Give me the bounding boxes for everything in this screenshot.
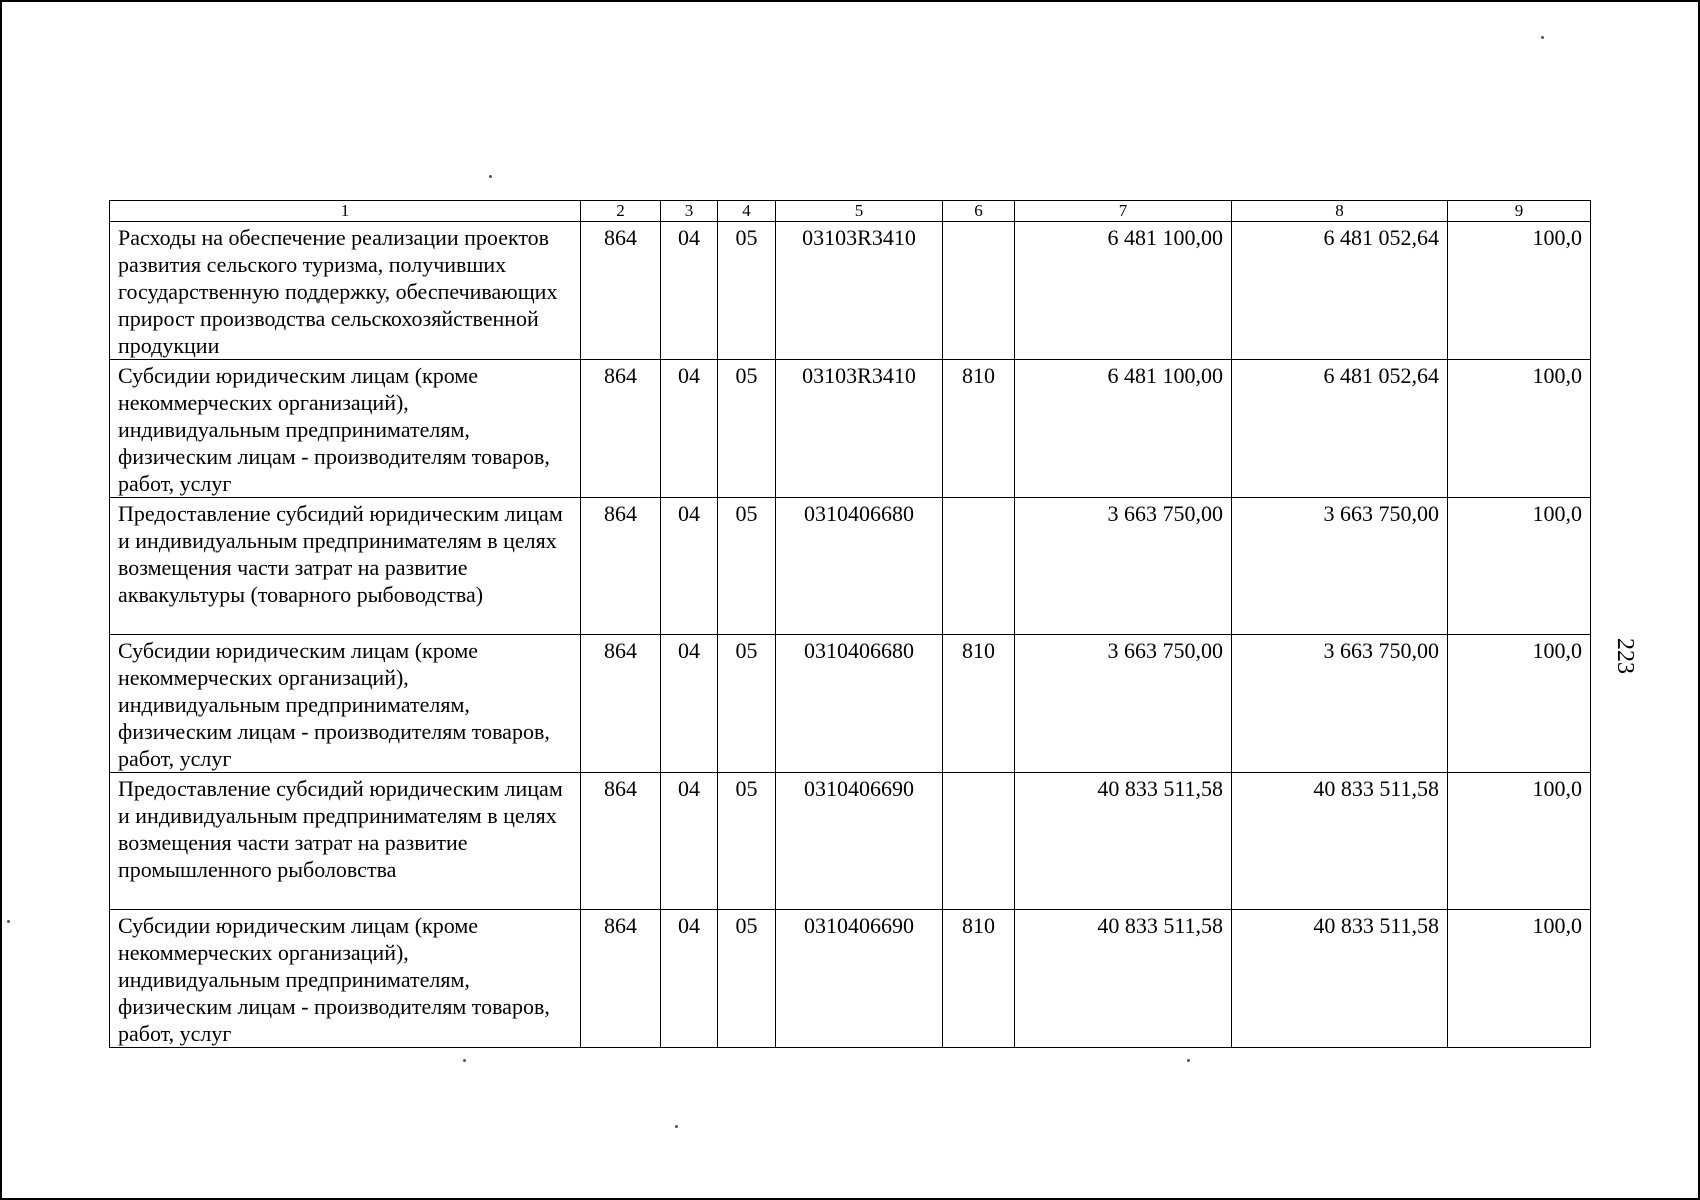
cell-section: 04 — [661, 635, 718, 773]
row-description: Субсидии юридическим лицам (кроме некоммерческих организаций), индивидуальным предпринимателям, физическим лицам - производителям товаров, работ, услуг — [110, 635, 581, 773]
cell-subsection: 05 — [718, 635, 776, 773]
table-row — [110, 360, 1591, 498]
cell-planned-amount: 40 833 511,58 — [1015, 910, 1232, 1048]
cell-subsection: 05 — [718, 910, 776, 1048]
cell-executed-amount: 6 481 052,64 — [1232, 360, 1448, 498]
cell-section: 04 — [661, 910, 718, 1048]
column-header: 3 — [661, 201, 718, 222]
row-description: Субсидии юридическим лицам (кроме некоммерческих организаций), индивидуальным предпринимателям, физическим лицам - производителям товаров, работ, услуг — [110, 360, 581, 498]
cell-percent: 100,0 — [1448, 635, 1591, 773]
table-row — [110, 635, 1591, 773]
scan-speck — [1541, 36, 1544, 39]
cell-target-article: 0310406690 — [776, 910, 943, 1048]
table-row — [110, 773, 1591, 910]
cell-ministry-code: 864 — [581, 222, 661, 360]
cell-ministry-code: 864 — [581, 910, 661, 1048]
column-header: 6 — [943, 201, 1015, 222]
budget-table — [109, 200, 1591, 1048]
cell-ministry-code: 864 — [581, 360, 661, 498]
column-header: 5 — [776, 201, 943, 222]
cell-planned-amount: 3 663 750,00 — [1015, 498, 1232, 635]
cell-percent: 100,0 — [1448, 773, 1591, 910]
column-header: 7 — [1015, 201, 1232, 222]
cell-target-article: 03103R3410 — [776, 360, 943, 498]
cell-section: 04 — [661, 360, 718, 498]
cell-ministry-code: 864 — [581, 773, 661, 910]
cell-section: 04 — [661, 222, 718, 360]
column-header: 1 — [110, 201, 581, 222]
cell-ministry-code: 864 — [581, 635, 661, 773]
column-header: 9 — [1448, 201, 1591, 222]
cell-executed-amount: 3 663 750,00 — [1232, 498, 1448, 635]
cell-expense-type: 810 — [943, 910, 1015, 1048]
cell-subsection: 05 — [718, 360, 776, 498]
cell-target-article: 03103R3410 — [776, 222, 943, 360]
table-row — [110, 222, 1591, 360]
cell-expense-type: 810 — [943, 360, 1015, 498]
cell-percent: 100,0 — [1448, 910, 1591, 1048]
cell-ministry-code: 864 — [581, 498, 661, 635]
scan-speck — [7, 920, 10, 923]
cell-subsection: 05 — [718, 773, 776, 910]
cell-planned-amount: 6 481 100,00 — [1015, 360, 1232, 498]
cell-planned-amount: 3 663 750,00 — [1015, 635, 1232, 773]
row-description: Субсидии юридическим лицам (кроме некоммерческих организаций), индивидуальным предпринимателям, физическим лицам - производителям товаров, работ, услуг — [110, 910, 581, 1048]
cell-section: 04 — [661, 498, 718, 635]
cell-planned-amount: 6 481 100,00 — [1015, 222, 1232, 360]
scan-speck — [675, 1125, 678, 1128]
table-row — [110, 498, 1591, 635]
cell-planned-amount: 40 833 511,58 — [1015, 773, 1232, 910]
cell-target-article: 0310406680 — [776, 498, 943, 635]
row-description: Предоставление субсидий юридическим лицам и индивидуальным предпринимателям в целях возмещения части затрат на развитие промышленного рыболовства — [110, 773, 581, 910]
cell-expense-type — [943, 773, 1015, 910]
scan-speck — [463, 1059, 466, 1062]
table-row — [110, 910, 1591, 1048]
row-description: Предоставление субсидий юридическим лицам и индивидуальным предпринимателям в целях возмещения части затрат на развитие аквакультуры (товарного рыбоводства) — [110, 498, 581, 635]
cell-expense-type — [943, 222, 1015, 360]
cell-executed-amount: 40 833 511,58 — [1232, 773, 1448, 910]
cell-expense-type: 810 — [943, 635, 1015, 773]
cell-executed-amount: 3 663 750,00 — [1232, 635, 1448, 773]
cell-subsection: 05 — [718, 498, 776, 635]
column-header: 4 — [718, 201, 776, 222]
column-header: 8 — [1232, 201, 1448, 222]
cell-percent: 100,0 — [1448, 360, 1591, 498]
cell-percent: 100,0 — [1448, 222, 1591, 360]
row-description: Расходы на обеспечение реализации проектов развития сельского туризма, получивших государственную поддержку, обеспечивающих прирост производства сельскохозяйственной продукции — [110, 222, 581, 360]
cell-target-article: 0310406690 — [776, 773, 943, 910]
cell-subsection: 05 — [718, 222, 776, 360]
scan-speck — [489, 175, 492, 178]
cell-section: 04 — [661, 773, 718, 910]
cell-expense-type — [943, 498, 1015, 635]
header-row — [110, 201, 1591, 222]
cell-percent: 100,0 — [1448, 498, 1591, 635]
cell-executed-amount: 6 481 052,64 — [1232, 222, 1448, 360]
cell-target-article: 0310406680 — [776, 635, 943, 773]
cell-executed-amount: 40 833 511,58 — [1232, 910, 1448, 1048]
scan-speck — [1187, 1059, 1190, 1062]
column-header: 2 — [581, 201, 661, 222]
page-number: 223 — [1612, 638, 1638, 674]
